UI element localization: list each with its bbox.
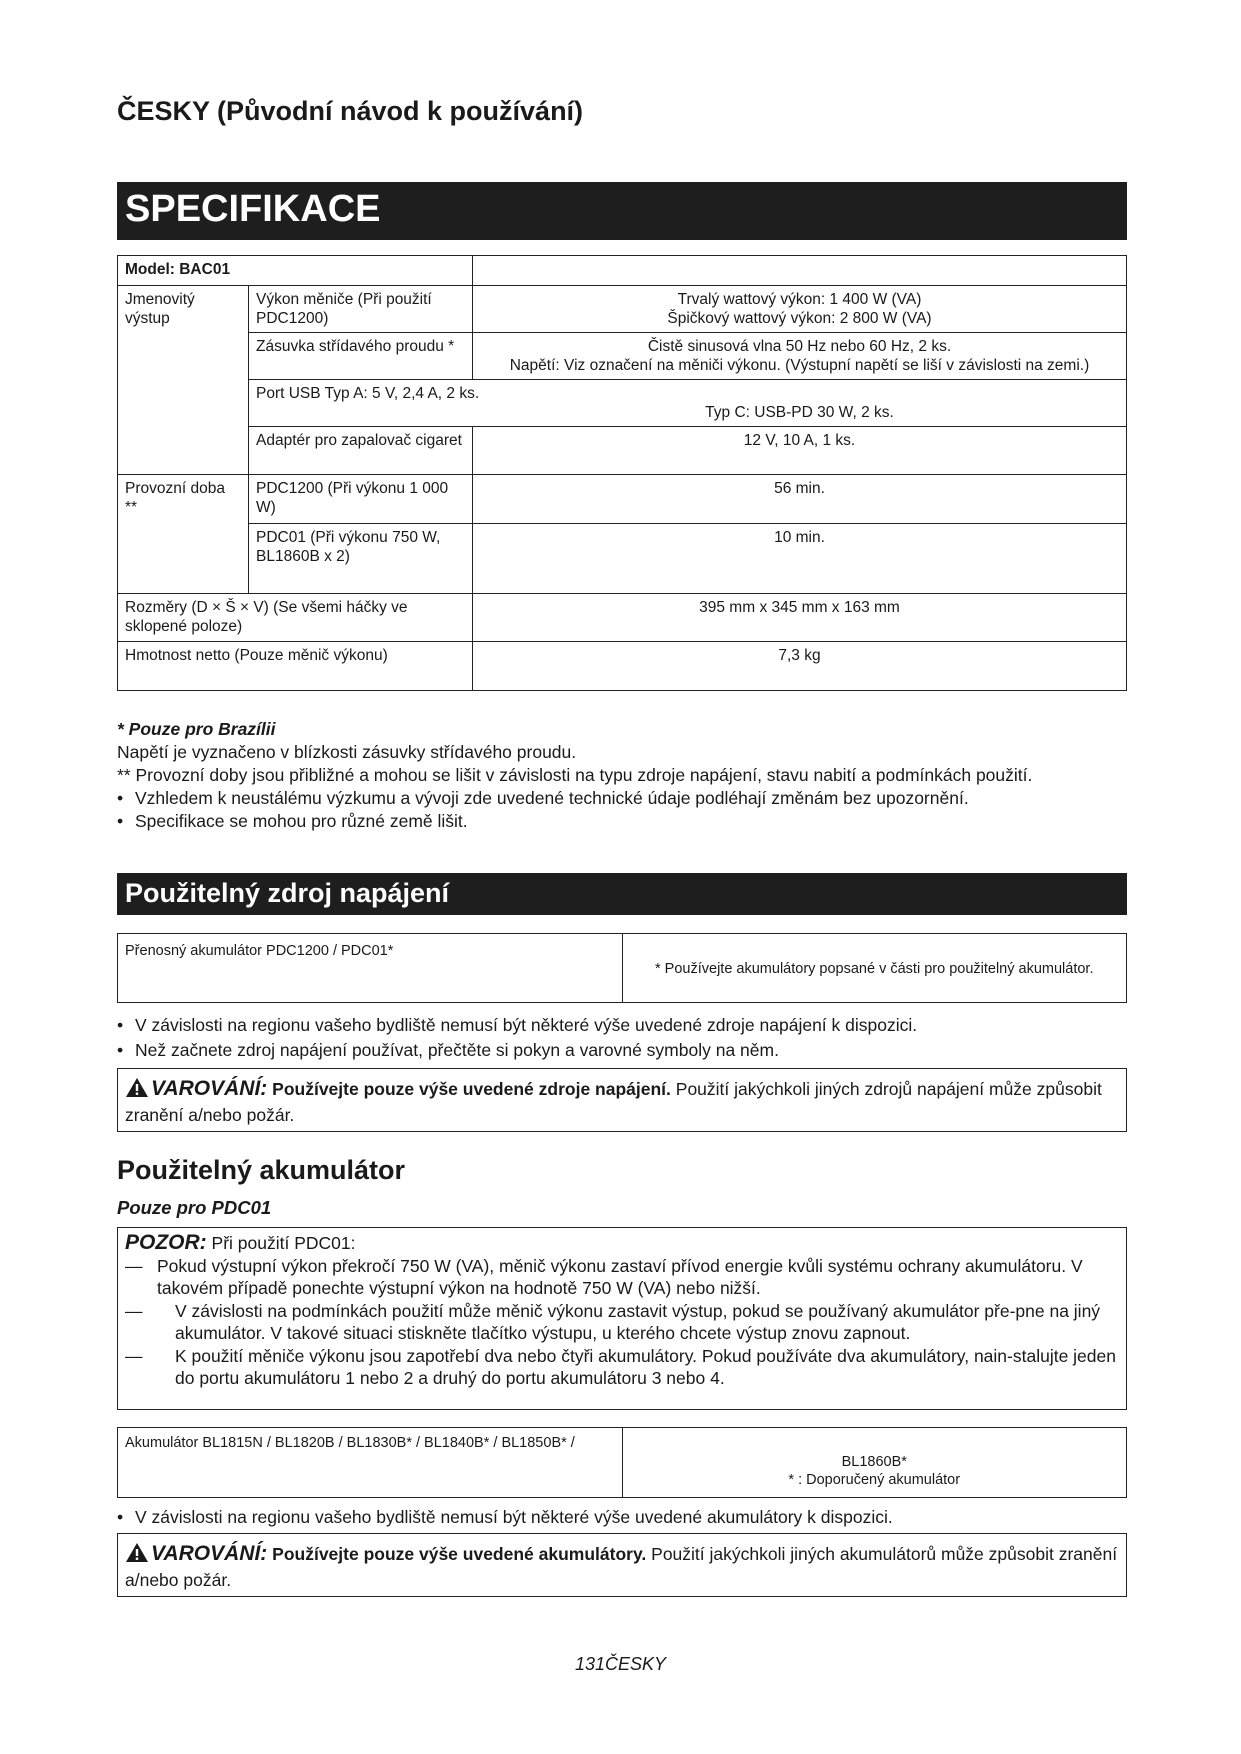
pdc01-label: PDC01 (Při výkonu 750 W, BL1860B x 2) (249, 524, 473, 594)
caution-title: POZOR: (125, 1231, 207, 1254)
warning-title: VAROVÁNÍ: (151, 1542, 268, 1565)
usb-port (249, 380, 1127, 427)
operating-time-label: Provozní doba ** (118, 475, 249, 594)
battery-warning (117, 1533, 1127, 1597)
warning-triangle-icon (125, 1542, 149, 1569)
pdc1200-value: 56 min. (473, 475, 1127, 524)
warning-text: Použití jakýchkoli jiných akumulátorů může způsobit zranění a/nebo požár. (125, 1544, 1118, 1590)
ac-voltage: Napětí: Viz označení na měniči výkonu. (Výstupní napětí se liší v závislosti na zemi.) (509, 357, 1090, 374)
model-label: Model: BAC01 (118, 256, 473, 286)
table-row (118, 286, 1127, 333)
table-row (118, 594, 1127, 642)
power-source-table (117, 933, 1127, 1003)
list-item: • V závislosti na regionu vašeho bydliště nemusí být některé výše uvedené akumulátory k dispozici. (117, 1505, 1127, 1530)
model-value-empty (473, 256, 1127, 286)
caution-intro: Při použití PDC01: (211, 1233, 356, 1253)
bullet-icon: • (117, 1015, 124, 1035)
dash-icon: — (125, 1300, 143, 1321)
table-row (118, 380, 1127, 427)
list-item: • Než začnete zdroj napájení používat, přečtěte si pokyn a varovné symboly na něm. (117, 1038, 1127, 1063)
table-row (118, 642, 1127, 691)
page-language-title: ČESKY (Původní návod k používání) (117, 96, 584, 126)
dimensions-label: Rozměry (D × Š × V) (Se všemi háčky ve sklopené poloze) (118, 594, 473, 642)
battery-heading: Použitelný akumulátor (117, 1155, 406, 1185)
pdc01-value: 10 min. (473, 524, 1127, 594)
usb-type-c: Typ C: USB-PD 30 W, 2 ks. (705, 404, 894, 421)
rated-output-label: Jmenovitý výstup (118, 286, 249, 475)
power-source-heading: Použitelný zdroj napájení (117, 873, 1127, 915)
battery-table (117, 1427, 1127, 1498)
battery-bl1860b: BL1860B* (841, 1454, 907, 1470)
table-row (118, 333, 1127, 380)
specification-notes (117, 718, 1127, 833)
list-item: • Vzhledem k neustálému výzkumu a vývoji zde uvedené technické údaje podléhají změnám bez upozornění. (117, 788, 969, 808)
pdc1200-label: PDC1200 (Při výkonu 1 000 W) (249, 475, 473, 524)
list-item: — Pokud výstupní výkon překročí 750 W (VA), měnič výkonu zastaví přívod energie kvůli systému ochrany akumulátoru. V takovém případě ponechte výstupní výkon na hodnotě 750 W (VA) nebo nižší. (125, 1255, 1083, 1298)
battery-recommended-cell (622, 1428, 1127, 1498)
dimensions-value: 395 mm x 345 mm x 163 mm (473, 594, 1127, 642)
battery-subheading: Pouze pro PDC01 (117, 1197, 272, 1218)
battery-bullets (117, 1505, 1127, 1530)
list-item: — V závislosti na podmínkách použití může měnič výkonu zastavit výstup, pokud se používaný akumulátor pře-pne na jiný akumulátor. V takové situaci stiskněte tlačítko výstupu, u kterého chcete výstup znovu zapnout. (125, 1300, 1101, 1343)
ac-outlet-value (473, 333, 1127, 380)
table-row (118, 1428, 1127, 1498)
net-weight-value: 7,3 kg (473, 642, 1127, 691)
brazil-note-text: Napětí je vyznačeno v blízkosti zásuvky střídavého proudu. (117, 742, 577, 762)
caution-box (117, 1227, 1127, 1410)
warning-text: Použití jakýchkoli jiných zdrojů napájení může způsobit zranění a/nebo požár. (125, 1079, 1102, 1125)
power-source-warning (117, 1068, 1127, 1132)
table-row (118, 934, 1127, 1003)
inverter-power-value (473, 286, 1127, 333)
table-row (118, 256, 1127, 286)
power-source-cell: Přenosný akumulátor PDC1200 / PDC01* (118, 934, 623, 1003)
bullet-icon: • (117, 1040, 124, 1060)
list-item: • Specifikace se mohou pro různé země lišit. (117, 811, 468, 831)
peak-power: Špičkový wattový výkon: 2 800 W (VA) (667, 310, 932, 327)
inverter-power-label: Výkon měniče (Při použití PDC1200) (249, 286, 473, 333)
ac-waveform: Čistě sinusová vlna 50 Hz nebo 60 Hz, 2 ks. (647, 338, 952, 355)
list-item: — K použití měniče výkonu jsou zapotřebí dva nebo čtyři akumulátory. Pokud používáte dva akumulátory, nain-stalujte jeden do portu akumulátoru 1 nebo 2 a druhý do portu akumulátoru 3 nebo 4. (125, 1345, 1116, 1388)
dash-icon: — (125, 1255, 143, 1276)
warning-title: VAROVÁNÍ: (151, 1077, 268, 1100)
battery-list-cell: Akumulátor BL1815N / BL1820B / BL1830B* / BL1840B* / BL1850B* / (118, 1428, 623, 1498)
table-row (118, 475, 1127, 524)
specifications-table (117, 255, 1127, 691)
bullet-icon: • (117, 1507, 124, 1527)
dash-icon: — (125, 1345, 143, 1366)
table-row (118, 524, 1127, 594)
page-number: 131ČESKY (574, 1654, 667, 1674)
operating-time-note: ** Provozní doby jsou přibližné a mohou se lišit v závislosti na typu zdroje napájení, stavu nabití a podmínkách použití. (117, 765, 1033, 785)
cigarette-adapter-label: Adaptér pro zapalovač cigaret (249, 427, 473, 475)
battery-recommended-note: * : Doporučený akumulátor (788, 1472, 961, 1488)
brazil-note-title: * Pouze pro Brazílii (117, 719, 276, 739)
table-row (118, 427, 1127, 475)
warning-bold-text: Používejte pouze výše uvedené akumulátory. (272, 1544, 647, 1564)
continuous-power: Trvalý wattový výkon: 1 400 W (VA) (677, 291, 922, 308)
warning-bold-text: Používejte pouze výše uvedené zdroje napájení. (272, 1079, 671, 1099)
usb-type-a: Port USB Typ A: 5 V, 2,4 A, 2 ks. (256, 385, 480, 402)
power-source-bullets (117, 1013, 1127, 1063)
bullet-icon: • (117, 788, 124, 808)
list-item: • V závislosti na regionu vašeho bydliště nemusí být některé výše uvedené zdroje napájení k dispozici. (117, 1013, 1127, 1038)
power-source-note: * Používejte akumulátory popsané v části pro použitelný akumulátor. (622, 934, 1127, 1003)
specifikace-heading: SPECIFIKACE (117, 182, 1127, 240)
cigarette-adapter-value: 12 V, 10 A, 1 ks. (473, 427, 1127, 475)
warning-triangle-icon (125, 1077, 149, 1104)
net-weight-label: Hmotnost netto (Pouze měnič výkonu) (118, 642, 473, 691)
ac-outlet-label: Zásuvka střídavého proudu * (249, 333, 473, 380)
bullet-icon: • (117, 811, 124, 831)
